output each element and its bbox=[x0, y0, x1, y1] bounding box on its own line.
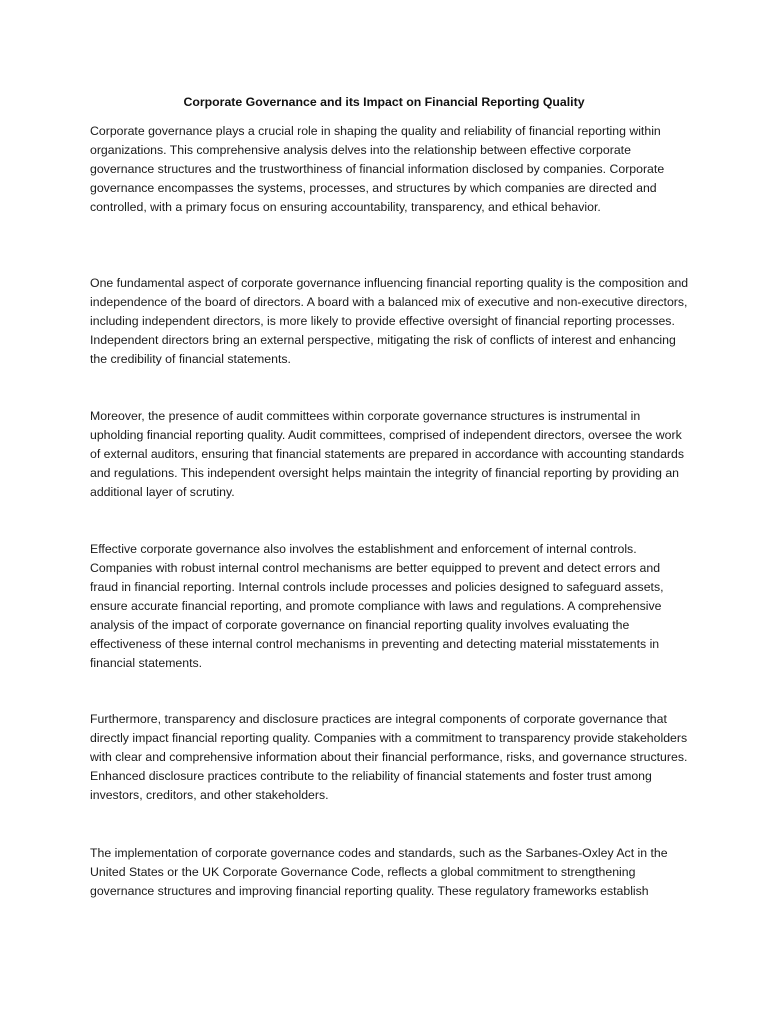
paragraph-board-of-directors: One fundamental aspect of corporate governance influencing financial reporting quality is the composition and independence of the board of directors. A board with a balanced mix of executive and non-executive directors, including independent directors, is more likely to provide effective oversight of financial reporting processes. Independent directors bring an external perspective, mitigating the risk of conflicts of interest and enhancing the credibility of financial statements. bbox=[90, 276, 689, 366]
paragraph-governance-codes: The implementation of corporate governance codes and standards, such as the Sarbanes-Oxley Act in the United States or the UK Corporate Governance Code, reflects a global commitment to strengthening governance structures and improving financial reporting quality. These regulatory frameworks establish bbox=[90, 846, 668, 898]
paragraph-internal-controls: Effective corporate governance also involves the establishment and enforcement of internal controls. Companies with robust internal control mechanisms are better equipped to prevent and detect errors and fraud in financial reporting. Internal controls include processes and policies designed to safeguard assets, ensure accurate financial reporting, and promote compliance with laws and regulations. A comprehensive analysis of the impact of corporate governance on financial reporting quality involves evaluating the effectiveness of these internal control mechanisms in preventing and detecting material misstatements in financial statements. bbox=[90, 542, 664, 670]
document-title: Corporate Governance and its Impact on Financial Reporting Quality bbox=[183, 95, 585, 109]
paragraph-audit-committees: Moreover, the presence of audit committees within corporate governance structures is instrumental in upholding financial reporting quality. Audit committees, comprised of independent directors, oversee the work of external auditors, ensuring that financial statements are prepared in accordance with accounting standards and regulations. This independent oversight helps maintain the integrity of financial reporting by providing an additional layer of scrutiny. bbox=[90, 409, 685, 499]
paragraph-introduction: Corporate governance plays a crucial role in shaping the quality and reliability of financial reporting within organizations. This comprehensive analysis delves into the relationship between effective corporate governance structures and the trustworthiness of financial information disclosed by companies. Corporate governance encompasses the systems, processes, and structures by which companies are directed and controlled, with a primary focus on ensuring accountability, transparency, and ethical behavior. bbox=[90, 124, 665, 214]
paragraph-transparency-disclosure: Furthermore, transparency and disclosure practices are integral components of corporate governance that directly impact financial reporting quality. Companies with a commitment to transparency provide stakeholders with clear and comprehensive information about their financial performance, risks, and governance structures. Enhanced disclosure practices contribute to the reliability of financial statements and foster trust among investors, creditors, and other stakeholders. bbox=[90, 712, 688, 802]
